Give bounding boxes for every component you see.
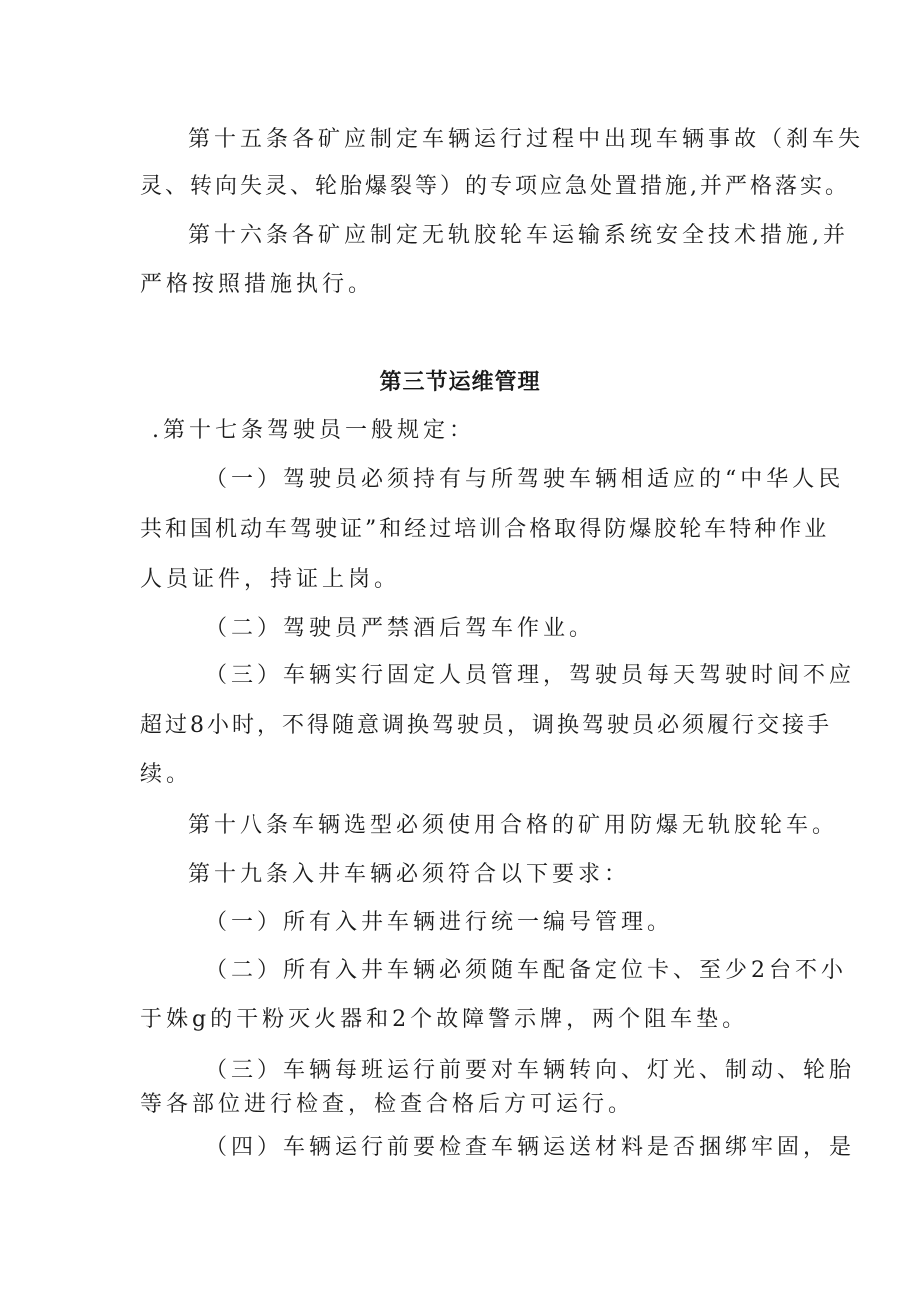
article-19-item-1: （一）所有入井车辆进行统一编号管理。 <box>205 910 674 935</box>
article-19-item-2-line-2: 于姝g的干粉灭火器和2个故障警示牌，两个阻车垫。 <box>140 1007 749 1032</box>
article-17-item-2: （二）驾驶员严禁酒后驾车作业。 <box>205 616 596 641</box>
article-19-item-3-line-2: 等各部位进行检查，检查合格后方可运行。 <box>140 1092 635 1117</box>
article-16-line-2: 严格按照措施执行。 <box>140 272 375 297</box>
article-17-title: .第十七条驾驶员一般规定： <box>152 418 475 443</box>
article-17-item-3-line-2: 超过8小时，不得随意调换驾驶员，调换驾驶员必须履行交接手 <box>140 713 832 738</box>
article-19-item-2-line-1: （二）所有入井车辆必须随车配备定位卡、至少2台不小 <box>205 958 847 983</box>
article-17-item-1-line-2: 共和国机动车驾驶证”和经过培训合格取得防爆胶轮车特种作业 <box>140 517 830 542</box>
article-15-line-1: 第十五条各矿应制定车辆运行过程中出现车辆事故（刹车失 <box>188 127 865 152</box>
article-17-item-1-line-3: 人员证件，持证上岗。 <box>140 567 401 592</box>
article-17-item-1-line-1: （一）驾驶员必须持有与所驾驶车辆相适应的“中华人民 <box>205 467 845 492</box>
article-19-item-4-line-1: （四）车辆运行前要检查车辆运送材料是否捆绑牢固，是 <box>205 1135 856 1160</box>
article-19-title: 第十九条入井车辆必须符合以下要求： <box>188 862 631 887</box>
article-16-line-1: 第十六条各矿应制定无轨胶轮车运输系统安全技术措施,并 <box>188 223 849 248</box>
article-17-item-3-line-1: （三）车辆实行固定人员管理，驾驶员每天驾驶时间不应 <box>205 663 856 688</box>
article-19-item-3-line-1: （三）车辆每班运行前要对车辆转向、灯光、制动、轮胎 <box>205 1058 856 1083</box>
article-15-line-2: 灵、转向失灵、轮胎爆裂等）的专项应急处置措施,并严格落实。 <box>140 174 850 199</box>
article-17-item-3-line-3: 续。 <box>140 762 193 787</box>
section-heading: 第三节运维管理 <box>379 370 541 395</box>
article-18: 第十八条车辆选型必须使用合格的矿用防爆无轨胶轮车。 <box>188 813 839 838</box>
